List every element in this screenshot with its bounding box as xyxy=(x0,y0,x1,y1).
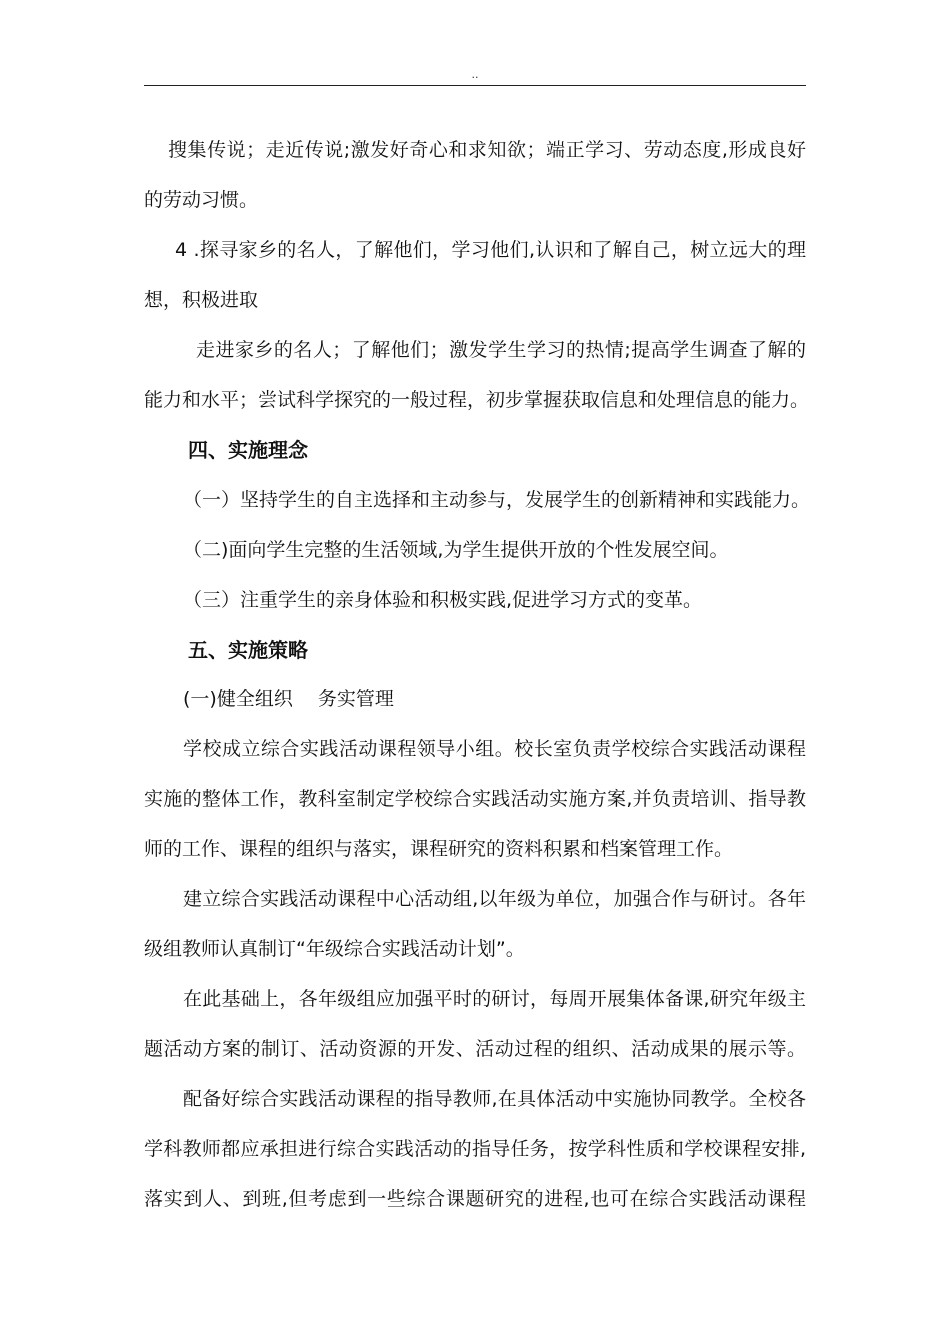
header-rule xyxy=(144,85,806,86)
paragraph-line: 级组教师认真制订“年级综合实践活动计划”。 xyxy=(144,938,525,960)
paragraph-line: 走进家乡的名人；了解他们；激发学生学习的热情;提高学生调查了解的 xyxy=(196,339,806,361)
subsection-heading: (一)健全组织 务实管理 xyxy=(183,688,394,710)
paragraph-line: 落实到人、到班,但考虑到一些综合课题研究的进程,也可在综合实践活动课程 xyxy=(144,1188,806,1210)
paragraph-line: 学校成立综合实践活动课程领导小组。校长室负责学校综合实践活动课程 xyxy=(183,738,806,760)
paragraph-line: 想，积极进取 xyxy=(144,289,259,311)
paragraph-line: 建立综合实践活动课程中心活动组,以年级为单位，加强合作与研讨。各年 xyxy=(183,888,806,910)
paragraph-line: 的劳动习惯。 xyxy=(144,189,259,211)
section-heading: 五、实施策略 xyxy=(188,638,308,662)
paragraph-line: （三）注重学生的亲身体验和积极实践,促进学习方式的变革。 xyxy=(183,589,703,611)
header-mark: .. xyxy=(471,68,479,81)
paragraph-line: 在此基础上，各年级组应加强平时的研讨，每周开展集体备课,研究年级主 xyxy=(183,988,806,1010)
paragraph-line: （二)面向学生完整的生活领域,为学生提供开放的个性发展空间。 xyxy=(183,539,729,561)
paragraph-line: 搜集传说；走近传说;激发好奇心和求知欲；端正学习、劳动态度,形成良好 xyxy=(168,139,806,161)
paragraph-line: 题活动方案的制订、活动资源的开发、活动过程的组织、活动成果的展示等。 xyxy=(144,1038,806,1060)
paragraph-line: 配备好综合实践活动课程的指导教师,在具体活动中实施协同教学。全校各 xyxy=(183,1088,806,1110)
section-heading: 四、实施理念 xyxy=(188,438,308,462)
paragraph-line: 实施的整体工作，教科室制定学校综合实践活动实施方案,并负责培训、指导教 xyxy=(144,788,806,810)
paragraph-line: 学科教师都应承担进行综合实践活动的指导任务，按学科性质和学校课程安排, xyxy=(144,1138,806,1160)
paragraph-line: 师的工作、课程的组织与落实，课程研究的资料积累和档案管理工作。 xyxy=(144,838,734,860)
paragraph-line: 能力和水平；尝试科学探究的一般过程，初步掌握获取信息和处理信息的能力。 xyxy=(144,389,810,411)
paragraph-line: （一）坚持学生的自主选择和主动参与，发展学生的创新精神和实践能力。 xyxy=(183,489,811,511)
paragraph-line: 4 .探寻家乡的名人，了解他们，学习他们,认识和了解自己，树立远大的理 xyxy=(175,239,806,261)
